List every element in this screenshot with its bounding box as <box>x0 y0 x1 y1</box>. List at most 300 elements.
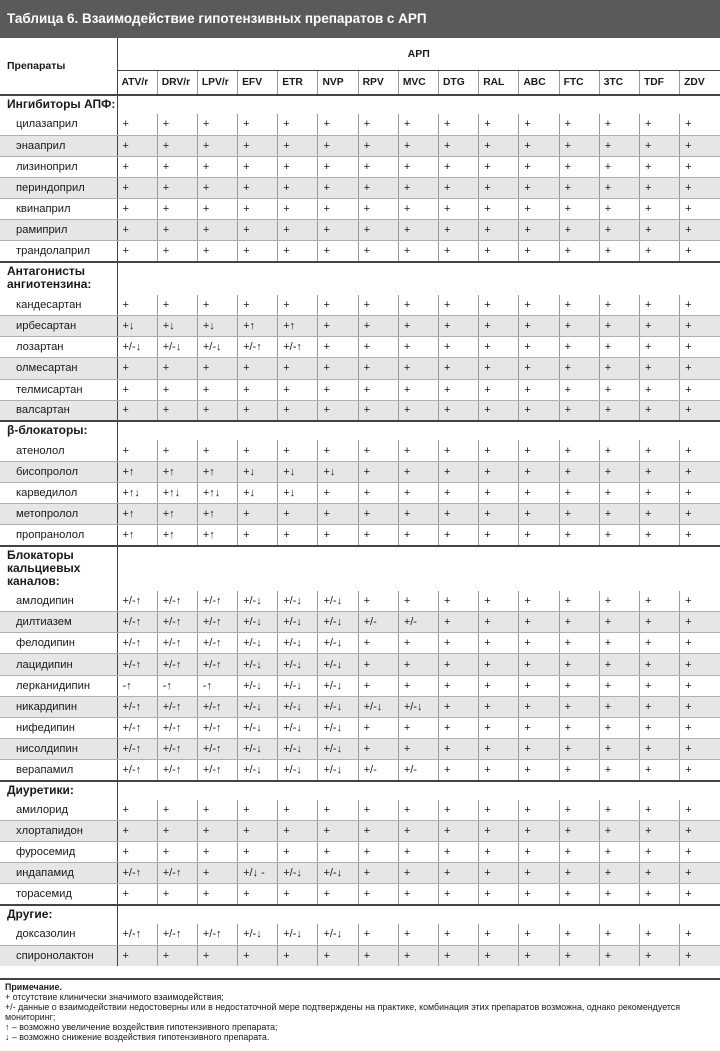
interaction-cell: + <box>519 675 559 696</box>
interaction-cell: +/-↑ <box>157 633 197 654</box>
interaction-cell: + <box>639 591 679 612</box>
interaction-cell: +↑↓ <box>157 482 197 503</box>
group-spacer <box>559 781 599 800</box>
interaction-cell: + <box>278 504 318 525</box>
interaction-cell: +/-↑ <box>117 863 157 884</box>
interaction-cell: + <box>559 842 599 863</box>
interaction-cell: + <box>439 717 479 738</box>
column-header: 3TC <box>599 71 639 96</box>
interaction-cell: + <box>117 821 157 842</box>
interaction-cell: + <box>479 696 519 717</box>
interaction-cell: +/-↓ <box>278 738 318 759</box>
table-row <box>0 295 720 316</box>
interaction-cell: + <box>358 945 398 966</box>
interaction-cell: + <box>157 295 197 316</box>
drug-name: цилазаприл <box>0 114 117 135</box>
interaction-cell: + <box>358 295 398 316</box>
notes-heading: Примечание. <box>5 982 62 992</box>
group-spacer <box>197 546 237 591</box>
interaction-cell: + <box>479 821 519 842</box>
interaction-cell: + <box>519 591 559 612</box>
interaction-cell: + <box>680 591 720 612</box>
interaction-cell: + <box>639 800 679 821</box>
interaction-cell: + <box>479 717 519 738</box>
group-spacer <box>157 95 197 114</box>
interaction-cell: + <box>398 821 438 842</box>
column-header: DRV/r <box>157 71 197 96</box>
drug-name: периндоприл <box>0 177 117 198</box>
interaction-cell: +/- <box>358 612 398 633</box>
interaction-cell: + <box>238 379 278 400</box>
interaction-cell: + <box>117 295 157 316</box>
interaction-cell: +/-↓ <box>197 337 237 358</box>
group-spacer <box>398 905 438 924</box>
interaction-cell: + <box>238 884 278 905</box>
group-spacer <box>318 95 358 114</box>
interaction-cell: + <box>439 863 479 884</box>
interaction-cell: + <box>318 482 358 503</box>
header-arp: АРП <box>117 38 720 71</box>
interaction-cell: + <box>639 114 679 135</box>
group-spacer <box>439 262 479 295</box>
interaction-cell: + <box>318 156 358 177</box>
interaction-cell: + <box>117 884 157 905</box>
drug-name: хлортапидон <box>0 821 117 842</box>
group-spacer <box>599 905 639 924</box>
group-spacer <box>439 905 479 924</box>
interaction-cell: +/-↑ <box>197 633 237 654</box>
table-row <box>0 482 720 503</box>
interaction-cell: + <box>398 461 438 482</box>
interaction-cell: + <box>358 156 398 177</box>
group-spacer <box>599 546 639 591</box>
interaction-cell: +/-↓ <box>358 696 398 717</box>
notes-lines <box>5 992 717 1042</box>
table-row <box>0 884 720 905</box>
interaction-cell: + <box>559 696 599 717</box>
drug-name: индапамид <box>0 863 117 884</box>
interaction-cell: + <box>639 738 679 759</box>
interaction-cell: +/-↓ <box>318 924 358 945</box>
interaction-cell: + <box>599 177 639 198</box>
interaction-cell: + <box>559 358 599 379</box>
interaction-cell: + <box>439 800 479 821</box>
interaction-cell: + <box>398 295 438 316</box>
drug-name: олмесартан <box>0 358 117 379</box>
table-row <box>0 612 720 633</box>
group-spacer <box>358 421 398 440</box>
interaction-cell: +/-↓ <box>238 612 278 633</box>
interaction-cell: +/-↓ <box>318 759 358 780</box>
interaction-cell: + <box>439 219 479 240</box>
interaction-cell: + <box>238 945 278 966</box>
interaction-cell: + <box>599 759 639 780</box>
group-spacer <box>117 95 157 114</box>
interaction-cell: + <box>559 316 599 337</box>
interaction-cell: + <box>680 800 720 821</box>
interaction-cell: + <box>197 198 237 219</box>
group-spacer <box>680 905 720 924</box>
interaction-cell: + <box>559 633 599 654</box>
table-row <box>0 924 720 945</box>
interaction-cell: + <box>685 763 692 776</box>
interaction-cell: + <box>559 177 599 198</box>
interaction-cell: + <box>117 440 157 461</box>
interaction-cell: +/-↓ <box>278 717 318 738</box>
group-spacer <box>398 421 438 440</box>
interaction-cell: + <box>680 114 720 135</box>
interaction-cell: + <box>318 295 358 316</box>
interaction-cell: + <box>559 717 599 738</box>
interaction-cell: + <box>318 884 358 905</box>
group-spacer <box>157 781 197 800</box>
interaction-cell: + <box>157 400 197 421</box>
interaction-cell: + <box>278 821 318 842</box>
interaction-cell: + <box>599 358 639 379</box>
table-title: Таблица 6. Взаимодействие гипотензивных препаратов с АРП <box>0 0 720 38</box>
interaction-cell: + <box>278 177 318 198</box>
interaction-cell: +↑ <box>157 504 197 525</box>
interaction-cell: + <box>559 612 599 633</box>
interaction-cell: + <box>639 440 679 461</box>
group-name: β-блокаторы: <box>0 421 117 440</box>
group-spacer <box>238 262 278 295</box>
group-spacer <box>559 262 599 295</box>
interaction-cell: +/-↓ <box>238 633 278 654</box>
header-drugs: Препараты <box>0 38 117 95</box>
interaction-cell: + <box>559 400 599 421</box>
interaction-cell: + <box>238 114 278 135</box>
interaction-cell: + <box>439 924 479 945</box>
group-spacer <box>238 905 278 924</box>
group-spacer <box>117 905 157 924</box>
interaction-cell: +/-↓ <box>238 759 278 780</box>
group-spacer <box>197 95 237 114</box>
interaction-cell: + <box>639 337 679 358</box>
group-spacer <box>479 546 519 591</box>
interaction-cell: + <box>559 654 599 675</box>
group-spacer <box>318 781 358 800</box>
group-spacer <box>318 262 358 295</box>
interaction-cell: + <box>680 863 720 884</box>
group-spacer <box>479 781 519 800</box>
drug-name: атенолол <box>0 440 117 461</box>
group-spacer <box>278 546 318 591</box>
interaction-cell: + <box>278 440 318 461</box>
interaction-cell: + <box>278 219 318 240</box>
interaction-cell: + <box>599 504 639 525</box>
interaction-cell: + <box>479 316 519 337</box>
drug-name: лерканидипин <box>0 675 117 696</box>
table-row <box>0 177 720 198</box>
interaction-cell: + <box>398 633 438 654</box>
interaction-cell: + <box>519 482 559 503</box>
group-spacer <box>197 262 237 295</box>
interaction-cell: + <box>358 842 398 863</box>
interaction-table <box>0 38 720 966</box>
interaction-cell: + <box>197 241 237 262</box>
interaction-cell: + <box>398 717 438 738</box>
interaction-cell: +/-↓ <box>278 591 318 612</box>
interaction-cell: + <box>599 400 639 421</box>
table-row <box>0 633 720 654</box>
interaction-cell: +/- <box>398 612 438 633</box>
group-spacer <box>398 781 438 800</box>
interaction-cell: + <box>519 633 559 654</box>
group-spacer <box>439 781 479 800</box>
interaction-cell: + <box>519 114 559 135</box>
group-spacer <box>398 262 438 295</box>
interaction-cell: + <box>479 633 519 654</box>
interaction-cell: + <box>358 461 398 482</box>
interaction-cell: + <box>599 842 639 863</box>
interaction-cell: + <box>318 241 358 262</box>
interaction-cell: +/-↓ <box>318 591 358 612</box>
interaction-cell: + <box>559 379 599 400</box>
table-row <box>0 945 720 966</box>
interaction-cell: + <box>519 738 559 759</box>
group-spacer <box>318 546 358 591</box>
group-spacer <box>439 546 479 591</box>
group-spacer <box>479 905 519 924</box>
interaction-cell: + <box>559 114 599 135</box>
table-row <box>0 114 720 135</box>
group-row <box>0 781 720 800</box>
table-row <box>0 198 720 219</box>
interaction-cell: +/- <box>358 759 398 780</box>
table-row <box>0 504 720 525</box>
interaction-cell: + <box>398 241 438 262</box>
interaction-cell: +/-↓ <box>318 863 358 884</box>
interaction-cell: + <box>197 114 237 135</box>
group-spacer <box>519 421 559 440</box>
interaction-cell: + <box>519 759 559 780</box>
drug-name: телмисартан <box>0 379 117 400</box>
interaction-cell: + <box>639 177 679 198</box>
interaction-cell: + <box>639 316 679 337</box>
interaction-cell: + <box>599 316 639 337</box>
group-spacer <box>318 905 358 924</box>
interaction-cell: + <box>318 114 358 135</box>
table-row <box>0 591 720 612</box>
interaction-cell: + <box>197 945 237 966</box>
interaction-cell: + <box>398 863 438 884</box>
interaction-cell: + <box>559 821 599 842</box>
interaction-cell: + <box>639 135 679 156</box>
group-spacer <box>117 781 157 800</box>
interaction-cell: + <box>680 358 720 379</box>
interaction-cell: +/-↑ <box>117 759 157 780</box>
interaction-cell: + <box>318 177 358 198</box>
interaction-cell: +/-↑ <box>197 654 237 675</box>
interaction-cell: + <box>358 633 398 654</box>
group-spacer <box>318 421 358 440</box>
interaction-cell: +/↓ - <box>238 863 278 884</box>
interaction-cell: + <box>519 316 559 337</box>
table-row <box>0 759 720 780</box>
interaction-cell: + <box>599 337 639 358</box>
interaction-cell: + <box>358 717 398 738</box>
interaction-cell: + <box>197 379 237 400</box>
interaction-cell: + <box>439 842 479 863</box>
group-spacer <box>157 905 197 924</box>
interaction-cell: + <box>278 525 318 546</box>
interaction-cell: + <box>685 528 692 541</box>
interaction-cell: + <box>398 400 438 421</box>
group-row <box>0 95 720 114</box>
interaction-cell: + <box>117 842 157 863</box>
interaction-cell: +↓ <box>318 461 358 482</box>
interaction-cell: + <box>680 337 720 358</box>
interaction-cell: + <box>599 219 639 240</box>
interaction-cell: + <box>439 316 479 337</box>
interaction-cell: + <box>599 738 639 759</box>
interaction-cell: + <box>680 738 720 759</box>
interaction-cell: + <box>278 135 318 156</box>
interaction-cell: + <box>685 888 692 901</box>
group-spacer <box>197 421 237 440</box>
group-spacer <box>157 421 197 440</box>
interaction-cell: + <box>680 842 720 863</box>
group-spacer <box>559 95 599 114</box>
interaction-cell: + <box>278 358 318 379</box>
interaction-cell: + <box>398 114 438 135</box>
interaction-cell: +/-↓ <box>157 337 197 358</box>
table-row <box>0 400 720 421</box>
interaction-cell: + <box>358 177 398 198</box>
interaction-cell: + <box>639 945 679 966</box>
table-row <box>0 219 720 240</box>
interaction-cell: + <box>599 135 639 156</box>
interaction-cell: + <box>197 440 237 461</box>
interaction-cell: + <box>479 379 519 400</box>
interaction-cell: +/-↓ <box>318 654 358 675</box>
interaction-cell: +/-↑ <box>238 337 278 358</box>
group-spacer <box>157 546 197 591</box>
table-row <box>0 525 720 546</box>
interaction-cell: + <box>680 440 720 461</box>
group-spacer <box>238 781 278 800</box>
interaction-cell: + <box>439 461 479 482</box>
interaction-cell: +↑ <box>117 504 157 525</box>
interaction-cell: + <box>358 654 398 675</box>
interaction-cell: + <box>680 135 720 156</box>
interaction-cell: + <box>439 156 479 177</box>
group-spacer <box>680 421 720 440</box>
interaction-cell: + <box>559 759 599 780</box>
interaction-cell: + <box>479 440 519 461</box>
interaction-cell: +/-↑ <box>157 591 197 612</box>
group-row <box>0 905 720 924</box>
interaction-cell: + <box>639 654 679 675</box>
interaction-cell: + <box>639 241 679 262</box>
column-header: EFV <box>238 71 278 96</box>
drug-name: лацидипин <box>0 654 117 675</box>
interaction-cell: + <box>398 177 438 198</box>
interaction-cell: + <box>358 337 398 358</box>
interaction-cell: + <box>157 114 197 135</box>
drug-name: амлодипин <box>0 591 117 612</box>
group-spacer <box>197 905 237 924</box>
interaction-cell: + <box>398 504 438 525</box>
interaction-cell: + <box>318 219 358 240</box>
note-line: +/- данные о взаимодействии недостоверны или в недостаточной мере подтверждены на практике, комбинация этих препаратов возможна, однако рекомендуется мониторинг; <box>5 1002 681 1022</box>
interaction-cell: + <box>639 461 679 482</box>
group-spacer <box>238 421 278 440</box>
interaction-cell: + <box>519 440 559 461</box>
interaction-cell: + <box>519 358 559 379</box>
group-spacer <box>519 781 559 800</box>
interaction-cell: + <box>639 156 679 177</box>
table-row <box>0 842 720 863</box>
interaction-cell: -↑ <box>157 675 197 696</box>
interaction-cell: + <box>318 842 358 863</box>
interaction-cell: +↑ <box>157 525 197 546</box>
interaction-cell: + <box>439 440 479 461</box>
interaction-cell: + <box>639 924 679 945</box>
interaction-cell: + <box>117 945 157 966</box>
interaction-cell: + <box>439 759 479 780</box>
interaction-cell: +/-↑ <box>197 696 237 717</box>
drug-name: квинаприл <box>0 198 117 219</box>
interaction-cell: + <box>398 198 438 219</box>
interaction-cell: + <box>278 241 318 262</box>
group-row <box>0 262 720 295</box>
interaction-cell: + <box>680 654 720 675</box>
interaction-cell: + <box>278 156 318 177</box>
drug-name: фелодипин <box>0 633 117 654</box>
interaction-cell: + <box>238 440 278 461</box>
interaction-cell: + <box>398 842 438 863</box>
interaction-cell: + <box>157 177 197 198</box>
interaction-cell: + <box>117 198 157 219</box>
interaction-cell: + <box>559 945 599 966</box>
group-spacer <box>439 421 479 440</box>
interaction-cell: + <box>358 316 398 337</box>
column-header: MVC <box>398 71 438 96</box>
drug-name: пропранолол <box>0 525 117 546</box>
interaction-cell: +/-↓ <box>278 654 318 675</box>
interaction-cell: +↓ <box>197 316 237 337</box>
group-spacer <box>358 905 398 924</box>
interaction-cell: + <box>439 400 479 421</box>
group-spacer <box>639 781 679 800</box>
interaction-cell: +/-↑ <box>157 759 197 780</box>
group-name: Диуретики: <box>0 781 117 800</box>
interaction-cell: + <box>479 400 519 421</box>
group-name: Ингибиторы АПФ: <box>0 95 117 114</box>
interaction-cell: + <box>680 400 720 421</box>
interaction-cell: + <box>559 219 599 240</box>
drug-name: доксазолин <box>0 924 117 945</box>
group-spacer <box>599 421 639 440</box>
interaction-cell: + <box>358 504 398 525</box>
note-line: + отсутствие клинически значимого взаимодействия; <box>5 992 224 1002</box>
interaction-cell: + <box>479 461 519 482</box>
interaction-cell: + <box>318 316 358 337</box>
interaction-cell: + <box>117 400 157 421</box>
group-spacer <box>197 781 237 800</box>
note-line: ↓ – возможно снижение воздействия гипотензивного препарата. <box>5 1032 270 1042</box>
interaction-cell: +/-↓ <box>318 717 358 738</box>
interaction-cell: + <box>479 482 519 503</box>
interaction-cell: + <box>117 135 157 156</box>
interaction-cell: +/-↑ <box>157 717 197 738</box>
interaction-cell: + <box>559 884 599 905</box>
interaction-cell: + <box>117 156 157 177</box>
interaction-cell: + <box>519 945 559 966</box>
interaction-cell: + <box>358 440 398 461</box>
